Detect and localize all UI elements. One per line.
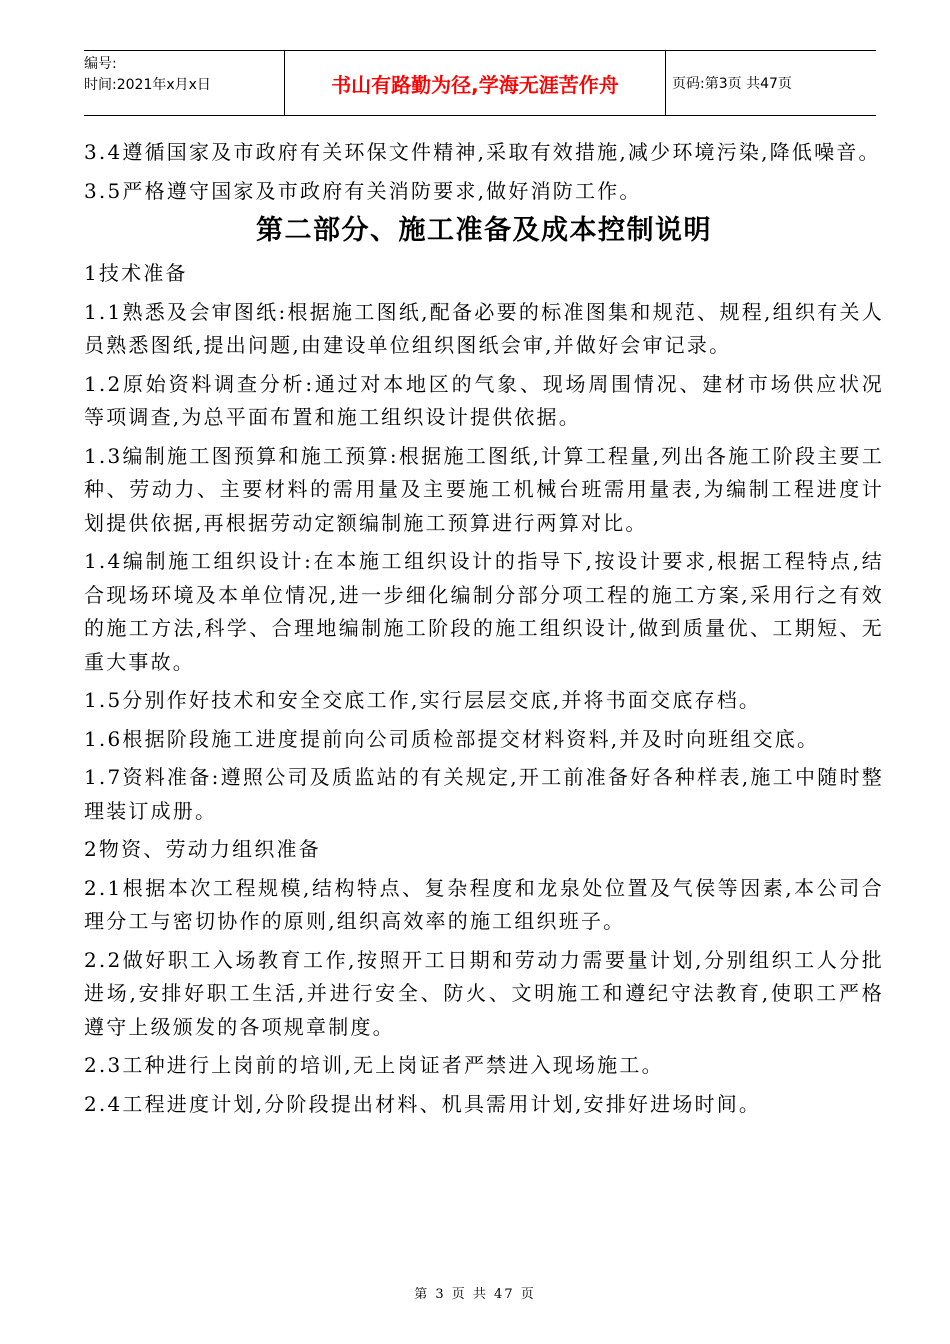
paragraph: 2.1根据本次工程规模,结构特点、复杂程度和龙泉处位置及气侯等因素,本公司合理分工与密切协作的原则,组织高效率的施工组织班子。 [84,875,884,933]
header-motto: 书山有路勤为径,学海无涯苦作舟 [284,51,666,115]
paragraph: 2物资、劳动力组织准备 [84,837,321,861]
page-footer: 第 3 页 共 47 页 [414,1287,536,1302]
paragraph: 1.3编制施工图预算和施工预算:根据施工图纸,计算工程量,列出各施工阶段主要工种、劳动力、主要材料的需用量及主要施工机械台班需用量表,为编制工程进度计划提供依据,再根据劳动定额编制施工预算进行两算对比。 [84,443,884,535]
paragraph: 1技术准备 [84,261,188,285]
document-body [84,136,884,1126]
paragraph: 1.5分别作好技术和安全交底工作,实行层层交底,并将书面交底存档。 [84,688,762,712]
paragraph: 1.6根据阶段施工进度提前向公司质检部提交材料资料,并及时向班组交底。 [84,726,820,751]
document-time-label: 时间:2021年x月x日 [84,77,211,93]
paragraph: 2.3工种进行上岗前的培训,无上岗证者严禁进入现场施工。 [84,1053,664,1077]
paragraph: 3.4遵循国家及市政府有关环保文件精神,采取有效措施,减少环境污染,降低噪音。 [84,140,881,164]
document-number-label: 编号: [84,56,117,72]
paragraph: 1.2原始资料调查分析:通过对本地区的气象、现场周围情况、建材市场供应状况等项调查,为总平面布置和施工组织设计提供依据。 [84,371,884,429]
paragraph: 1.7资料准备:遵照公司及质监站的有关规定,开工前准备好各种样表,施工中随时整理装订成册。 [84,765,884,823]
header-page-info: 页码:第3页 共47页 [672,76,792,92]
paragraph: 1.1熟悉及会审图纸:根据施工图纸,配备必要的标准图集和规范、规程,组织有关人员熟悉图纸,提出问题,由建设单位组织图纸会审,并做好会审记录。 [84,299,884,357]
page-header [84,50,876,116]
paragraph: 2.2做好职工入场教育工作,按照开工日期和劳动力需要量计划,分别组织工人分批进场,安排好职工生活,并进行安全、防火、文明施工和遵纪守法教育,使职工严格遵守上级颁发的各项规章制度。 [84,947,884,1039]
header-meta [84,51,284,115]
paragraph: 3.5严格遵守国家及市政府有关消防要求,做好消防工作。 [84,178,642,203]
paragraph: 2.4工程进度计划,分阶段提出材料、机具需用计划,安排好进场时间。 [84,1091,762,1116]
section-title: 第二部分、施工准备及成本控制说明 [256,215,712,246]
paragraph: 1.4编制施工组织设计:在本施工组织设计的指导下,按设计要求,根据工程特点,结合现场环境及本单位情况,进一步细化编制分部分项工程的施工方案,采用行之有效的施工方法,科学、合理地编制施工阶段的施工组织设计,做到质量优、工期短、无重大事故。 [84,549,884,674]
